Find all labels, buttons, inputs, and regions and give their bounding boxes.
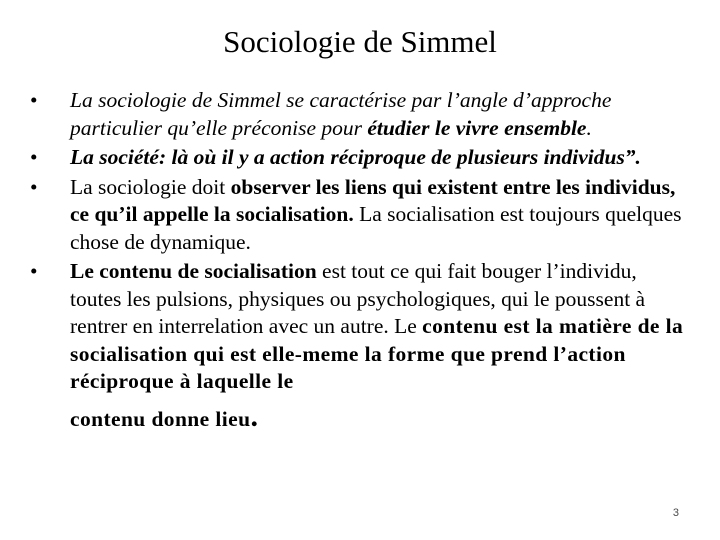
bullet-list [30,87,690,435]
bullet-4-final: contenu donne lieu [70,406,251,431]
bullet-item-1 [30,87,690,142]
page-number: 3 [672,507,679,519]
bullet-3-end: La socialisation est toujours quelques chose de dynamique. [70,202,682,254]
bullet-4-end: . [250,399,258,433]
bullet-icon: • [30,145,38,169]
bullet-icon: • [30,88,38,112]
bullet-item-3 [30,174,690,257]
bullet-icon: • [30,259,38,283]
slide-title: Sociologie de Simmel [223,24,497,59]
bullet-1-emphasis: étudier le vivre ensemble [367,115,587,140]
bullet-1-text: La sociologie de Simmel se caractérise par l’angle d’approche particulier qu’elle préconise pour [70,88,612,140]
bullet-2-text: La société: là où il y a action réciproque de plusieurs individus”. [70,145,641,169]
bullet-4-text: est tout ce qui fait bouger l’individu, toutes les pulsions, physiques ou psychologiques, qui le poussent à rentrer en interrelation avec un autre. Le [70,259,646,338]
bullet-item-2 [30,144,690,172]
bullet-3-text: La sociologie doit [70,174,231,199]
bullet-3-emphasis: observer les liens qui existent entre les individus, ce qu’il appelle la socialisation. [70,174,676,226]
bullet-4-lead: Le contenu de socialisation [70,259,317,283]
bullet-icon: • [30,174,38,199]
bullet-1-end: . [586,115,592,140]
bullet-item-4 [30,258,690,433]
bullet-4-emphasis: contenu est la matière de la socialisation qui est elle-meme la forme que prend l’action réciproque à laquelle le [70,314,684,393]
